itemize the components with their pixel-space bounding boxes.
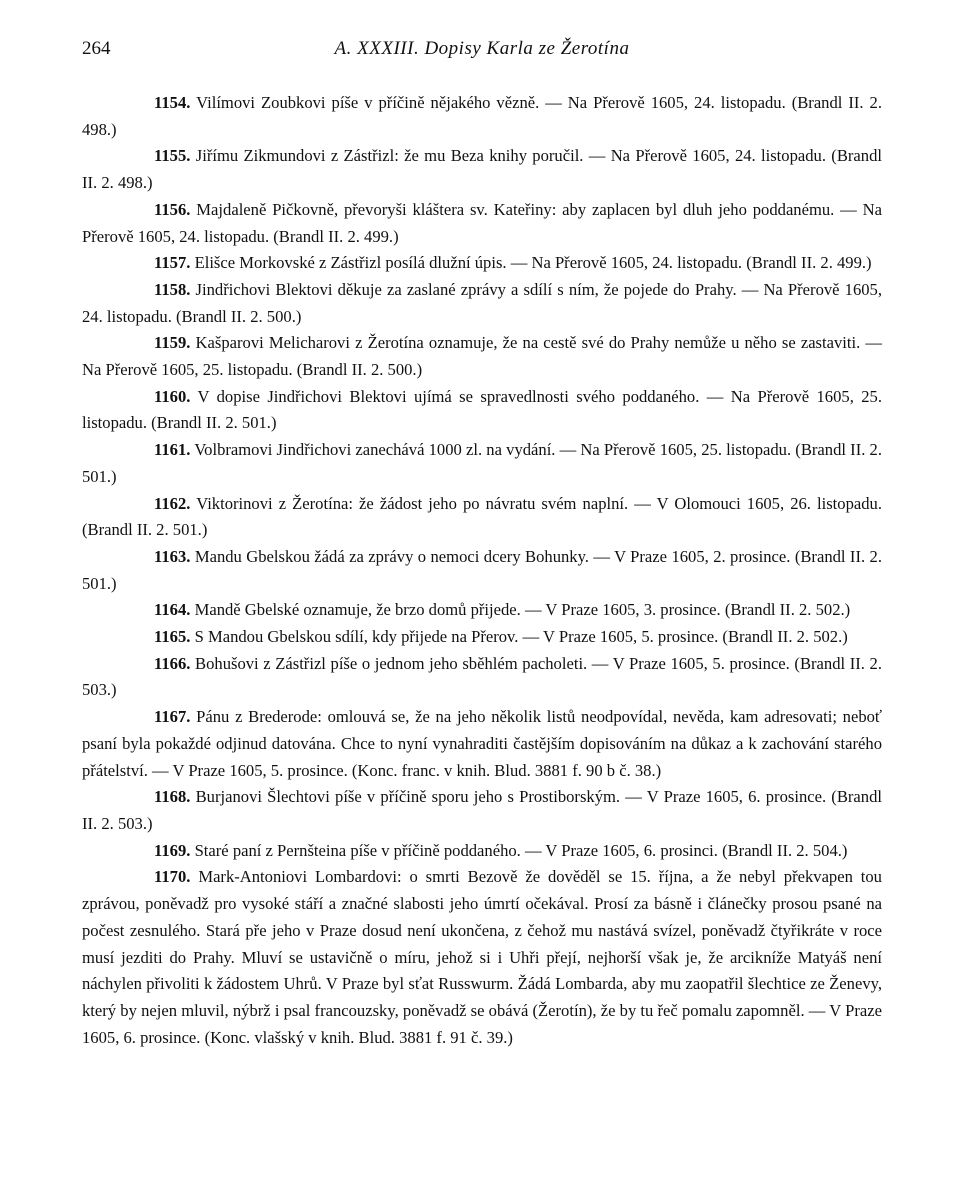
- entry-text: Mandě Gbelské oznamuje, že brzo domů přijede. — V Praze 1605, 3. prosince. (Brandl II. 2. 502.): [194, 600, 851, 620]
- entry-number: 1170.: [154, 867, 191, 887]
- entry-number: 1154.: [154, 93, 191, 112]
- entry-number: 1164.: [154, 600, 191, 620]
- entry-1157: [82, 250, 882, 277]
- entry-text: S Mandou Gbelskou sdílí, kdy přijede na Přerov. — V Praze 1605, 5. prosince. (Brandl II. 2. 502.): [194, 627, 848, 647]
- entry-1170: [82, 864, 882, 1051]
- entry-text: Bohušovi z Zástřizl píše o jednom jeho sběhlém pacholeti. — V Praze 1605, 5. prosince. (Brandl II. 2. 503.): [82, 653, 882, 700]
- page-header-title: A. XXXIII. Dopisy Karla ze Žerotína: [334, 38, 630, 59]
- entry-1168: [82, 784, 882, 837]
- entry-1154: [82, 90, 882, 143]
- entry-1158: [82, 277, 882, 330]
- entry-number: 1168.: [154, 787, 191, 807]
- entry-1160: [82, 384, 882, 437]
- running-head: [82, 34, 882, 64]
- entry-1166: [82, 651, 882, 704]
- entry-text: Elišce Morkovské z Zástřizl posílá dlužní úpis. — Na Přerově 1605, 24. listopadu. (Brandl II. 2. 499.): [194, 253, 872, 273]
- entry-1163: [82, 544, 882, 597]
- entry-text: V dopise Jindřichovi Blektovi ujímá se spravedlnosti svého poddaného. — Na Přerově 1605, 25. listopadu. (Brandl II. 2. 501.): [82, 386, 882, 433]
- entry-number: 1163.: [154, 546, 191, 566]
- entry-number: 1160.: [154, 386, 191, 406]
- entry-1155: [82, 143, 882, 196]
- page-number: 264: [82, 38, 111, 59]
- document-page: [82, 34, 882, 1051]
- entry-text: Majdaleně Pičkovně, převoryši kláštera sv. Kateřiny: aby zaplacen byl dluh jeho poddanému. — Na Přerově 1605, 24. listopadu. (Brandl II. 2. 499.): [82, 199, 882, 246]
- entry-number: 1158.: [154, 279, 191, 299]
- entry-1165: [82, 624, 882, 651]
- entry-number: 1169.: [154, 840, 191, 860]
- entry-text: Mark-Antoniovi Lombardovi: o smrti Bezově že dověděl se 15. října, a že nebyl překvapen tou zprávou, poněvadž pro vysoké stáří a značné slabosti jeho úmrtí očekával. Prosí za básně i článečky prosou psané na počest zesnulého. Stará pře jeho v Praze dosud není ukončena, z čehož mu nastává svízel, poněvadž čtyřikráte v roce musí jezditi do Prahy. Mluví se ustavičně o míru, jehož si i Uhři přejí, nejhorší však je, že arcikníže Matyáš není náchylen přivoliti k žádostem Uhrů. V Praze byl sťat Russwurm. Žádá Lombarda, aby mu zaopatřil šlechtice ze Ženevy, který by nejen mluvil, nýbrž i psal francouzsky, poněvadž se obává (Žerotín), že by tu řeč pomalu zapomněl. — V Praze 1605, 6. prosince. (Konc. vlašský v knih. Blud. 3881 f. 91 č. 39.): [82, 867, 882, 1047]
- entry-text: Pánu z Brederode: omlouvá se, že na jeho několik listů neodpovídal, nevěda, kam adresovati; neboť psaní byla pokaždé odjinud datována. Chce to nyní vynahraditi častějším dopisováním na důkaz a k zachování starého přátelství. — V Praze 1605, 5. prosince. (Konc. franc. v knih. Blud. 3881 f. 90 b č. 38.): [82, 707, 882, 780]
- entry-text: Mandu Gbelskou žádá za zprávy o nemoci dcery Bohunky. — V Praze 1605, 2. prosince. (Brandl II. 2. 501.): [82, 546, 882, 593]
- entry-text: Jiřímu Zikmundovi z Zástřizl: že mu Beza knihy poručil. — Na Přerově 1605, 24. listopadu. (Brandl II. 2. 498.): [82, 146, 882, 193]
- entry-number: 1166.: [154, 653, 191, 673]
- entry-1167: [82, 704, 882, 784]
- entry-text: Kašparovi Melicharovi z Žerotína oznamuje, že na cestě své do Prahy nemůže u něho se zastaviti. — Na Přerově 1605, 25. listopadu. (Brandl II. 2. 500.): [82, 333, 882, 380]
- entry-1169: [82, 838, 882, 865]
- entry-text: Volbramovi Jindřichovi zanechává 1000 zl. na vydání. — Na Přerově 1605, 25. listopadu. (Brandl II. 2. 501.): [82, 440, 882, 486]
- entry-number: 1167.: [154, 707, 191, 727]
- entry-1164: [82, 597, 882, 624]
- entry-number: 1155.: [154, 146, 191, 166]
- entry-number: 1162.: [154, 493, 191, 513]
- entry-text: Vilímovi Zoubkovi píše v příčině nějakého vězně. — Na Přerově 1605, 24. listopadu. (Brandl II. 2. 498.): [82, 93, 882, 139]
- entry-list: [82, 90, 882, 1051]
- entry-1162: [82, 491, 882, 544]
- entry-number: 1156.: [154, 199, 191, 219]
- entry-number: 1157.: [154, 253, 191, 273]
- entry-number: 1161.: [154, 440, 191, 460]
- entry-text: Jindřichovi Blektovi děkuje za zaslané zprávy a sdílí s ním, že pojede do Prahy. — Na Přerově 1605, 24. listopadu. (Brandl II. 2. 500.): [82, 279, 882, 326]
- entry-number: 1159.: [154, 333, 191, 353]
- entry-text: Burjanovi Šlechtovi píše v příčině sporu jeho s Prostiborským. — V Praze 1605, 6. prosince. (Brandl II. 2. 503.): [82, 787, 882, 833]
- entry-text: Viktorinovi z Žerotína: že žádost jeho po návratu svém naplní. — V Olomouci 1605, 26. listopadu. (Brandl II. 2. 501.): [82, 493, 882, 540]
- entry-number: 1165.: [154, 627, 191, 647]
- entry-1156: [82, 197, 882, 250]
- entry-1161: [82, 437, 882, 490]
- entry-text: Staré paní z Pernšteina píše v příčině poddaného. — V Praze 1605, 6. prosinci. (Brandl II. 2. 504.): [194, 840, 848, 860]
- entry-1159: [82, 330, 882, 383]
